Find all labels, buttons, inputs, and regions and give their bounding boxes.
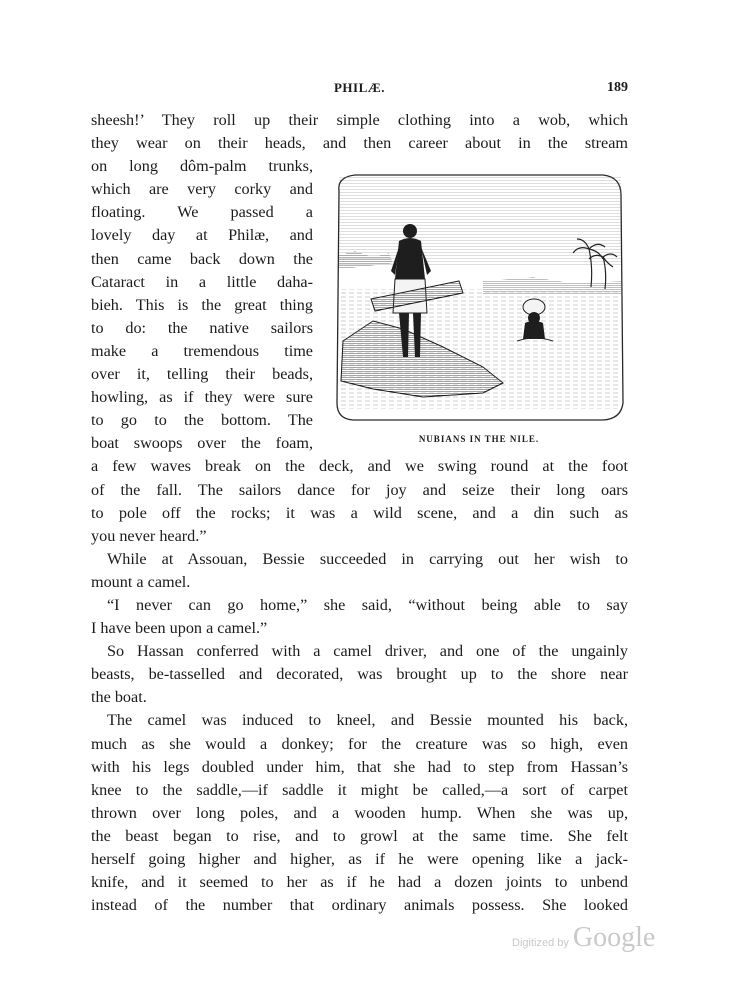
text-line: “I never can go home,” she said, “without being able to say [107,595,628,614]
text-line: knife, and it seemed to her as if he had a dozen joints to unbend [91,873,628,892]
text-line: to do: the native sailors [91,318,313,337]
text-line: sheesh!’ They roll up their simple clothing into a wob, which [91,111,628,129]
text-line: make a tremendous time [91,341,313,360]
sky-hatching [339,177,621,267]
text-line: knee to the saddle,—if saddle it might be called,—a sort of carpet [91,780,628,799]
illustration [333,171,625,444]
watermark-brand: Google [572,922,656,953]
text-line: herself going higher and higher, as if he were opening like a jack- [91,850,628,868]
watermark-prefix: Digitized by [512,937,569,949]
figure-caption: NUBIANS IN THE NILE. [418,434,540,444]
text-line: to pole off the rocks; it was a wild scene, and a din such as [91,503,628,522]
text-line: they wear on their heads, and then career about in the stream [91,134,628,153]
running-title: PHILÆ. [333,80,386,95]
page-number: 189 [607,80,628,95]
text-line: the beast began to rise, and to growl at the same time. She felt [91,826,628,845]
text-line: which are very corky and [91,180,313,199]
text-line: much as she would a donkey; for the creature was so high, even [91,734,628,753]
text-line: howling, as if they were sure [91,388,313,407]
google-watermark [512,922,655,956]
text-line: beasts, be-tasselled and decorated, was brought up to the shore near [91,665,628,684]
text-line: of the fall. The sailors dance for joy and seize their long oars [91,480,628,499]
text-line: lovely day at Philæ, and [91,226,313,245]
text-line: to go to the bottom. The [91,411,313,430]
text-line: with his legs doubled under him, that she had to step from Hassan’s [91,757,628,776]
text-line: The camel was induced to kneel, and Bessie mounted his back, [107,711,628,730]
running-head [91,80,628,100]
text-line: you never heard.” [91,526,207,545]
text-line: Cataract in a little daha- [91,272,313,291]
text-line: bieh. This is the great thing [91,295,313,314]
text-line: then came back down the [91,249,313,268]
text-line: over it, telling their beads, [91,365,313,384]
engraving-nubians-in-the-nile [333,171,625,424]
text-line: mount a camel. [91,572,191,591]
text-line: boat swoops over the foam, [91,434,313,453]
text-line: a few waves break on the deck, and we swing round at the foot [91,457,628,476]
text-line: the boat. [91,688,147,707]
text-line: thrown over long poles, and a wooden hump. When she was up, [91,803,628,822]
text-line: So Hassan conferred with a camel driver, and one of the ungainly [107,642,628,661]
text-line: While at Assouan, Bessie succeeded in carrying out her wish to [107,549,628,568]
text-line: on long dôm-palm trunks, [91,157,313,176]
text-line: instead of the number that ordinary animals possess. She looked [91,896,628,915]
text-line: I have been upon a camel.” [91,619,268,638]
text-line: floating. We passed a [91,203,313,222]
